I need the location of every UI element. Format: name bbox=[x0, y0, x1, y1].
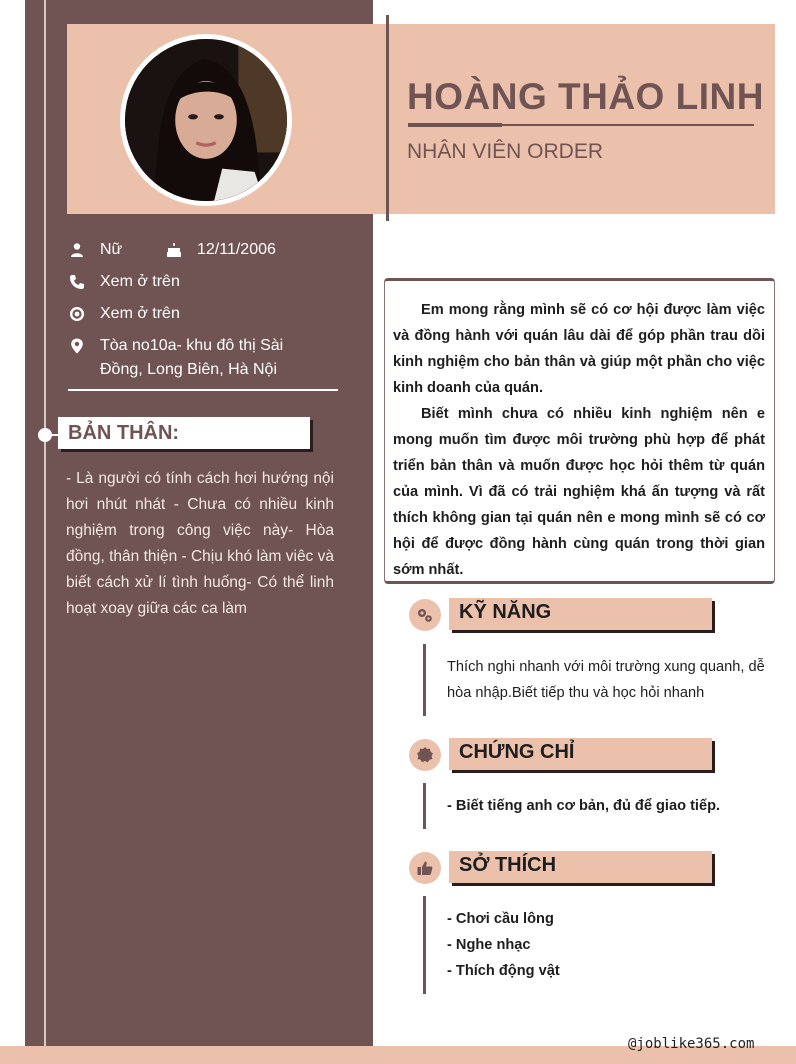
email-value: Xem ở trên bbox=[100, 305, 180, 322]
about-title: BẢN THÂN: bbox=[68, 422, 180, 444]
skills-bar bbox=[423, 644, 426, 716]
hobbies-list bbox=[447, 906, 767, 984]
avatar bbox=[120, 34, 292, 206]
avatar-photo bbox=[125, 39, 287, 201]
hobby-item: - Thích động vật bbox=[447, 963, 560, 979]
skills-text: Thích nghi nhanh với môi trường xung quanh, dễ hòa nhập.Biết tiếp thu và học hỏi nhanh bbox=[447, 659, 765, 701]
certificates-title: CHỨNG CHỈ bbox=[459, 741, 575, 763]
birthdate-value: 12/11/2006 bbox=[197, 241, 276, 258]
skills-title: KỸ NĂNG bbox=[459, 601, 552, 623]
address-row bbox=[68, 334, 283, 382]
gender-value: Nữ bbox=[100, 241, 123, 258]
objective-paragraph-2: Biết mình chưa có nhiều kinh nghiệm nên e mong muốn tìm được môi trường phù hợp để phát triển bản thân và muốn được học hỏi thêm từ quán của mình. Vì đã có trải nghiệm khá ấn tượng và rất thích không gian tại quán nên e mong mình sẽ có cơ hội để được đồng hành cùng quán trong thời gian sớm nhất. bbox=[393, 406, 765, 578]
candidate-name: HOÀNG THẢO LINH bbox=[407, 76, 764, 117]
address-line-1: Tòa no10a- khu đô thị Sài bbox=[100, 337, 284, 354]
sidebar-accent-line bbox=[44, 0, 46, 1064]
address-value bbox=[100, 334, 283, 382]
phone-row bbox=[68, 270, 180, 294]
gears-icon bbox=[409, 599, 441, 631]
phone-value: Xem ở trên bbox=[100, 273, 180, 290]
hobby-item: - Chơi cầu lông bbox=[447, 911, 554, 927]
header-divider bbox=[386, 15, 389, 221]
portrait-illustration bbox=[125, 39, 287, 201]
email-row bbox=[68, 302, 180, 326]
objective-text bbox=[393, 297, 765, 583]
objective-paragraph-1: Em mong rằng mình sẽ có cơ hội được làm việc và đồng hành với quán lâu dài để góp phần trau dồi kinh nghiệm cho bản thân và giúp một phần cho việc kinh doanh của quán. bbox=[393, 302, 765, 396]
certificates-bar bbox=[423, 783, 426, 829]
watermark: @joblike365.com bbox=[628, 1036, 755, 1052]
phone-icon bbox=[68, 270, 86, 294]
hobby-item: - Nghe nhạc bbox=[447, 937, 531, 953]
section-dot bbox=[38, 428, 52, 442]
badge-icon bbox=[409, 739, 441, 771]
at-sign-icon bbox=[68, 302, 86, 326]
thumbs-up-icon bbox=[409, 852, 441, 884]
certificate-item: - Biết tiếng anh cơ bản, đủ để giao tiếp. bbox=[447, 798, 721, 814]
location-pin-icon bbox=[68, 334, 86, 358]
contact-divider bbox=[68, 389, 338, 391]
cake-icon bbox=[165, 238, 183, 262]
hobbies-bar bbox=[423, 896, 426, 994]
address-line-2: Đồng, Long Biên, Hà Nội bbox=[100, 361, 277, 378]
gender-row bbox=[68, 238, 122, 262]
birthdate-row bbox=[165, 238, 276, 262]
person-icon bbox=[68, 238, 86, 262]
hobbies-title: SỞ THÍCH bbox=[459, 854, 557, 876]
name-underline-accent bbox=[408, 123, 502, 127]
job-title: NHÂN VIÊN ORDER bbox=[407, 140, 604, 163]
about-text: - Là người có tính cách hơi hướng nội hơi nhút nhát - Chưa có nhiều kinh nghiệm trong công việc này- Hòa đồng, thân thiện - Chịu khó làm viêc và biết cách xử lí tình huống- Có thể linh hoạt xoay giữa các ca làm bbox=[66, 470, 334, 617]
